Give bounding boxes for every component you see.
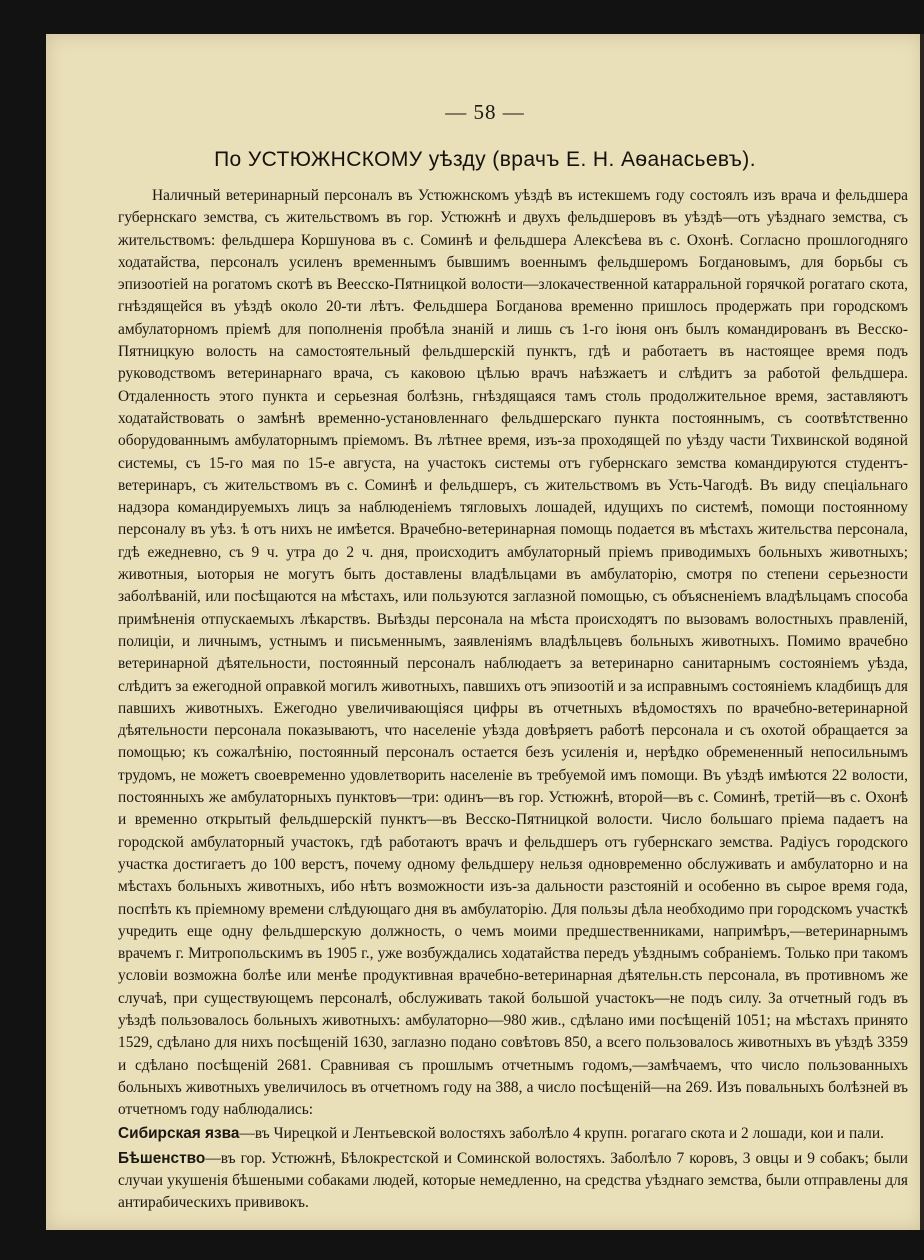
page-number: — 58 — — [445, 100, 525, 124]
rabies-paragraph — [118, 1148, 908, 1215]
rabies-text: —въ гор. Устюжнѣ, Бѣлокрестской и Соминской волостяхъ. Заболѣло 7 коровъ, 3 овцы и 9 собакъ; были случаи укушенiя бѣшеными собаками людей, которые немедленно, на средства уѣзднаго земства, были отправлены для антирабическихъ прививокъ. — [118, 1149, 908, 1212]
anthrax-term: Сибирская язва — [118, 1125, 240, 1143]
rabies-term: Бѣшенство — [118, 1149, 206, 1167]
body-text — [118, 185, 908, 1215]
section-heading: По УСТЮЖНСКОМУ уѣзду (врачъ Е. Н. Аѳанасьевъ). — [214, 148, 756, 171]
document-page — [46, 34, 924, 1230]
anthrax-text: —въ Чирецкой и Лентьевской волостяхъ заболѣло 4 крупн. рогагаго скота и 2 лошади, кои и пали. — [239, 1125, 884, 1143]
main-paragraph: Наличный ветеринарный персоналъ въ Устюжнскомъ уѣздѣ въ истекшемъ году состоялъ изъ врача и фельдшера губернскаго земства, съ жительствомъ въ гор. Устюжнѣ и двухъ фельдшеровъ въ уѣздѣ—отъ уѣзднаго земства, съ жительствомъ: фельдшера Коршунова въ с. Соминѣ и фельдшера Алексѣева въ с. Охонѣ. Согласно прошлогодняго ходатайства, персоналъ усиленъ временнымъ бывшимъ военнымъ фельдшеромъ Богдановымъ, для борьбы съ эпизоотiей на рогатомъ скотѣ въ Веесско-Пятницкой волости—злокачественной катарральной горячкой рогатаго скота, гнѣздящейся въ уѣздѣ около 20-ти лѣтъ. Фельдшера Богданова временно пришлось продержать при городскомъ амбулаторномъ прiемѣ для пополненiя пробѣла знанiй и лишь съ 1-го iюня онъ былъ командированъ въ Весско-Пятницкую волость на самостоятельный фельдшерскiй пунктъ, гдѣ и работаетъ въ настоящее время подъ руководствомъ ветеринарнаго врача, съ каковою цѣлью врачъ наѣзжаетъ и слѣдитъ за работой фельдшера. Отдаленность этого пункта и серьезная болѣзнь, гнѣздящаяся тамъ столь продолжительное время, заставляютъ ходатайствовать о замѣнѣ временно-установленнаго фельдшерскаго пункта постояннымъ, съ соотвѣтственно оборудованнымъ амбулаторнымъ прiемомъ. Въ лѣтнее время, изъ-за проходящей по уѣзду части Тихвинской водяной системы, съ 15-го мая по 15-е августа, на участокъ системы отъ губернскаго земства командируются студентъ-ветеринаръ, съ жительствомъ въ с. Соминѣ и фельдшеръ, съ жительствомъ въ Усть-Чагодѣ. Въ виду спецiальнаго надзора командируемыхъ лицъ за наблюденiемъ тягловыхъ лошадей, идущихъ по системѣ, помощи постоянному персоналу въ уѣз. ѣ отъ нихъ не имѣется. Врачебно-ветеринарная помощь подается въ мѣстахъ жительства персонала, гдѣ ежедневно, съ 9 ч. утра до 2 ч. дня, происходитъ амбулаторный прiемъ приводимыхъ больныхъ животныхъ; животныя, ыоторыя не могутъ быть доставлены владѣльцами въ амбулаторiю, смотря по степени серьезности заболѣванiй, или посѣщаются на мѣстахъ, или пользуются заглазной помощью, съ объясненiемъ владѣльцамъ способа примѣненiя отпускаемыхъ лѣкарствъ. Выѣзды персонала на мѣста происходятъ по вызовамъ волостныхъ правленiй, полицiи, и личнымъ, устнымъ и письменнымъ, заявленiямъ владѣльцевъ больныхъ животныхъ. Помимо врачебно ветеринарной дѣятельности, постоянный персоналъ наблюдаетъ за ветеринарно санитарнымъ состоянiемъ уѣзда, слѣдитъ за ежегодной оправкой могилъ животныхъ, павшихъ отъ эпизоотiй и за исправнымъ состоянiемъ кладбищъ для павшихъ животныхъ. Ежегодно увеличивающiяся цифры въ отчетныхъ вѣдомостяхъ по врачебно-ветеринарной дѣятельности персонала показываютъ, что населенiе уѣзда довѣряетъ работѣ персонала и съ охотой обращается за помощью; къ сожалѣнiю, постоянный персоналъ остается безъ усиленiя и, нерѣдко обремененный непосильнымъ трудомъ, не можетъ своевременно удовлетворить населенiе въ требуемой имъ помощи. Въ уѣздѣ имѣются 22 волости, постоянныхъ же амбулаторныхъ пунктовъ—три: одинъ—въ гор. Устюжнѣ, второй—въ с. Соминѣ, третiй—въ с. Охонѣ и временно открытый фельдшерскiй пунктъ—въ Весско-Пятницкой волости. Число большаго прiема падаетъ на городской амбулаторный участокъ, гдѣ работаютъ врачъ и фельдшеръ отъ губернскаго земства. Радiусъ городского участка достигаетъ до 100 верстъ, почему одному фельдшеру нельзя одновременно обслуживать и амбулаторно и на мѣстахъ больныхъ животныхъ, ибо нѣтъ возможности изъ-за дальности разстоянiй и особенно въ сырое время года, поспѣть къ прiемному времени слѣдующаго дня въ амбулаторiю. Для пользы дѣла необходимо при городскомъ участкѣ учредить еще одну фельдшерскую должность, о чемъ моими предшественниками, напримѣръ,—ветеринарнымъ врачемъ г. Митропольскимъ въ 1905 г., уже возбуждались ходатайства передъ уѣзднымъ собранiемъ. Только при такомъ условiи возможна болѣе или менѣе продуктивная врачебно-ветеринарная дѣятельн.сть персонала, въ противномъ же случаѣ, при существующемъ персоналѣ, обслуживать такой большой участокъ—не подъ силу. За отчетный годъ въ уѣздѣ пользовалось больныхъ животныхъ: амбулаторно—980 жив., сдѣлано ими посѣщенiй 1051; на мѣстахъ принято 1529, сдѣлано для нихъ посѣщенiй 1630, заглазно подано совѣтовъ 850, а всего пользовалось животныхъ въ уѣздѣ 3359 и сдѣлано посѣщенiй 2681. Сравнивая съ прошлымъ отчетнымъ годомъ,—замѣчаемъ, что число пользованныхъ больныхъ животныхъ увеличилось въ отчетномъ году на 388, а число посѣщенiй—на 269. Изъ повальныхъ болѣзней въ отчетномъ году наблюдались: — [118, 187, 908, 1119]
page-edge — [920, 34, 924, 1230]
anthrax-paragraph — [118, 1123, 908, 1145]
